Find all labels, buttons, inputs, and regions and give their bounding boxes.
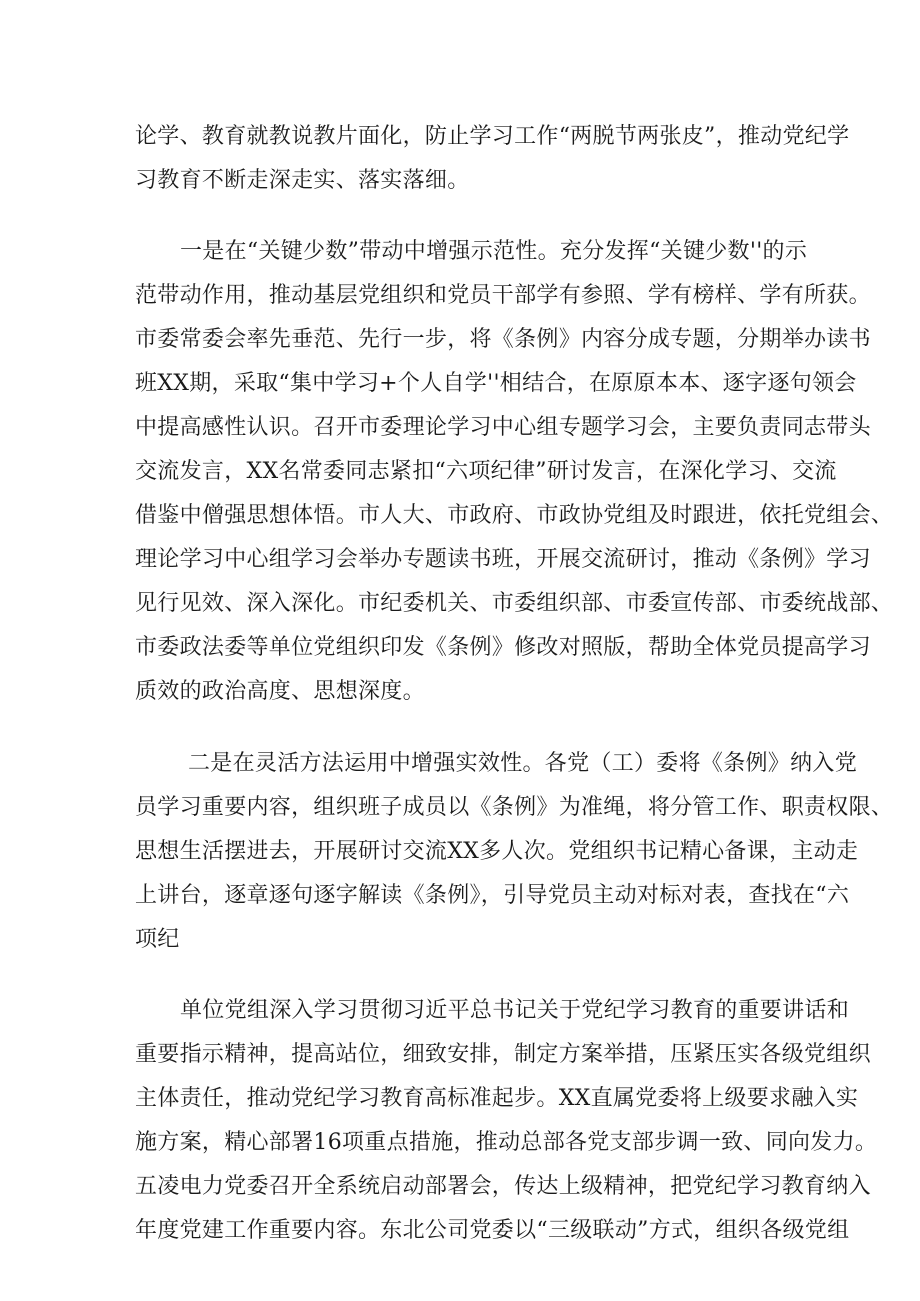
paragraph-2-line-1: 一是在“关键少数”带动中增强示范性。充分发挥“关键少数''的示 (180, 239, 808, 264)
paragraph-3-line-5: 项纪 (135, 927, 180, 952)
paragraph-4-line-4: 施方案，精心部署16项重点措施，推动总部各党支部步调一致、同向发力。 (135, 1130, 878, 1155)
paragraph-1-line-2: 习教育不断走深走实、落实落细。 (135, 168, 470, 193)
paragraph-3-line-3: 思想生活摆进去，开展研讨交流XX多人次。党组织书记精心备课，主动走 (135, 839, 859, 864)
paragraph-4-line-1: 单位党组深入学习贯彻习近平总书记关于党纪学习教育的重要讲话和 (180, 998, 850, 1023)
paragraph-2-line-2: 范带动作用，推动基层党组织和党员干部学有参照、学有榜样、学有所获。 (135, 283, 871, 308)
paragraph-2-line-5: 中提高感性认识。召开市委理论学习中心组专题学习会，主要负责同志带头 (135, 415, 871, 440)
paragraph-2-line-8: 理论学习中心组学习会举办专题读书班，开展交流研讨，推动《条例》学习 (135, 547, 871, 572)
paragraph-4-line-6: 年度党建工作重要内容。东北公司党委以“三级联动”方式，组织各级党组 (135, 1218, 850, 1243)
paragraph-4-line-3: 主体责任，推动党纪学习教育高标准起步。XX直属党委将上级要求融入实 (135, 1086, 859, 1111)
paragraph-2-line-6: 交流发言，XX名常委同志紧扣“六项纪律”研讨发言，在深化学习、交流 (135, 459, 837, 484)
paragraph-2-line-10: 市委政法委等单位党组织印发《条例》修改对照版，帮助全体党员提高学习 (135, 635, 871, 660)
paragraph-2-line-3: 市委常委会率先垂范、先行一步，将《条例》内容分成专题，分期举办读书 (135, 327, 871, 352)
paragraph-2-line-9: 见行见效、深入深化。市纪委机关、市委组织部、市委宣传部、市委统战部、 (135, 591, 894, 616)
paragraph-1-line-1: 论学、教育就教说教片面化，防止学习工作“两脱节两张皮”，推动党纪学 (135, 124, 850, 149)
paragraph-4-line-2: 重要指示精神，提高站位，细致安排，制定方案举措，压紧压实各级党组织 (135, 1042, 871, 1067)
paragraph-4-line-5: 五凌电力党委召开全系统启动部署会，传达上级精神，把党纪学习教育纳入 (135, 1174, 871, 1199)
paragraph-3-line-2: 员学习重要内容，组织班子成员以《条例》为准绳，将分管工作、职责权限、 (135, 795, 894, 820)
paragraph-2-line-4: 班XX期，采取“集中学习+个人自学''相结合，在原原本本、逐字逐句领会 (135, 371, 857, 396)
paragraph-2-line-11: 质效的政治高度、思想深度。 (135, 679, 425, 704)
paragraph-2-line-7: 借鉴中僧强思想体悟。市人大、市政府、市政协党组及时跟进，依托党组会、 (135, 503, 894, 528)
paragraph-3-line-4: 上讲台，逐章逐句逐字解读《条例》，引导党员主动对标对表，查找在“六 (135, 883, 850, 908)
paragraph-3-line-1: 二是在灵活方法运用中增强实效性。各党（工）委将《条例》纳入党 (188, 751, 858, 776)
